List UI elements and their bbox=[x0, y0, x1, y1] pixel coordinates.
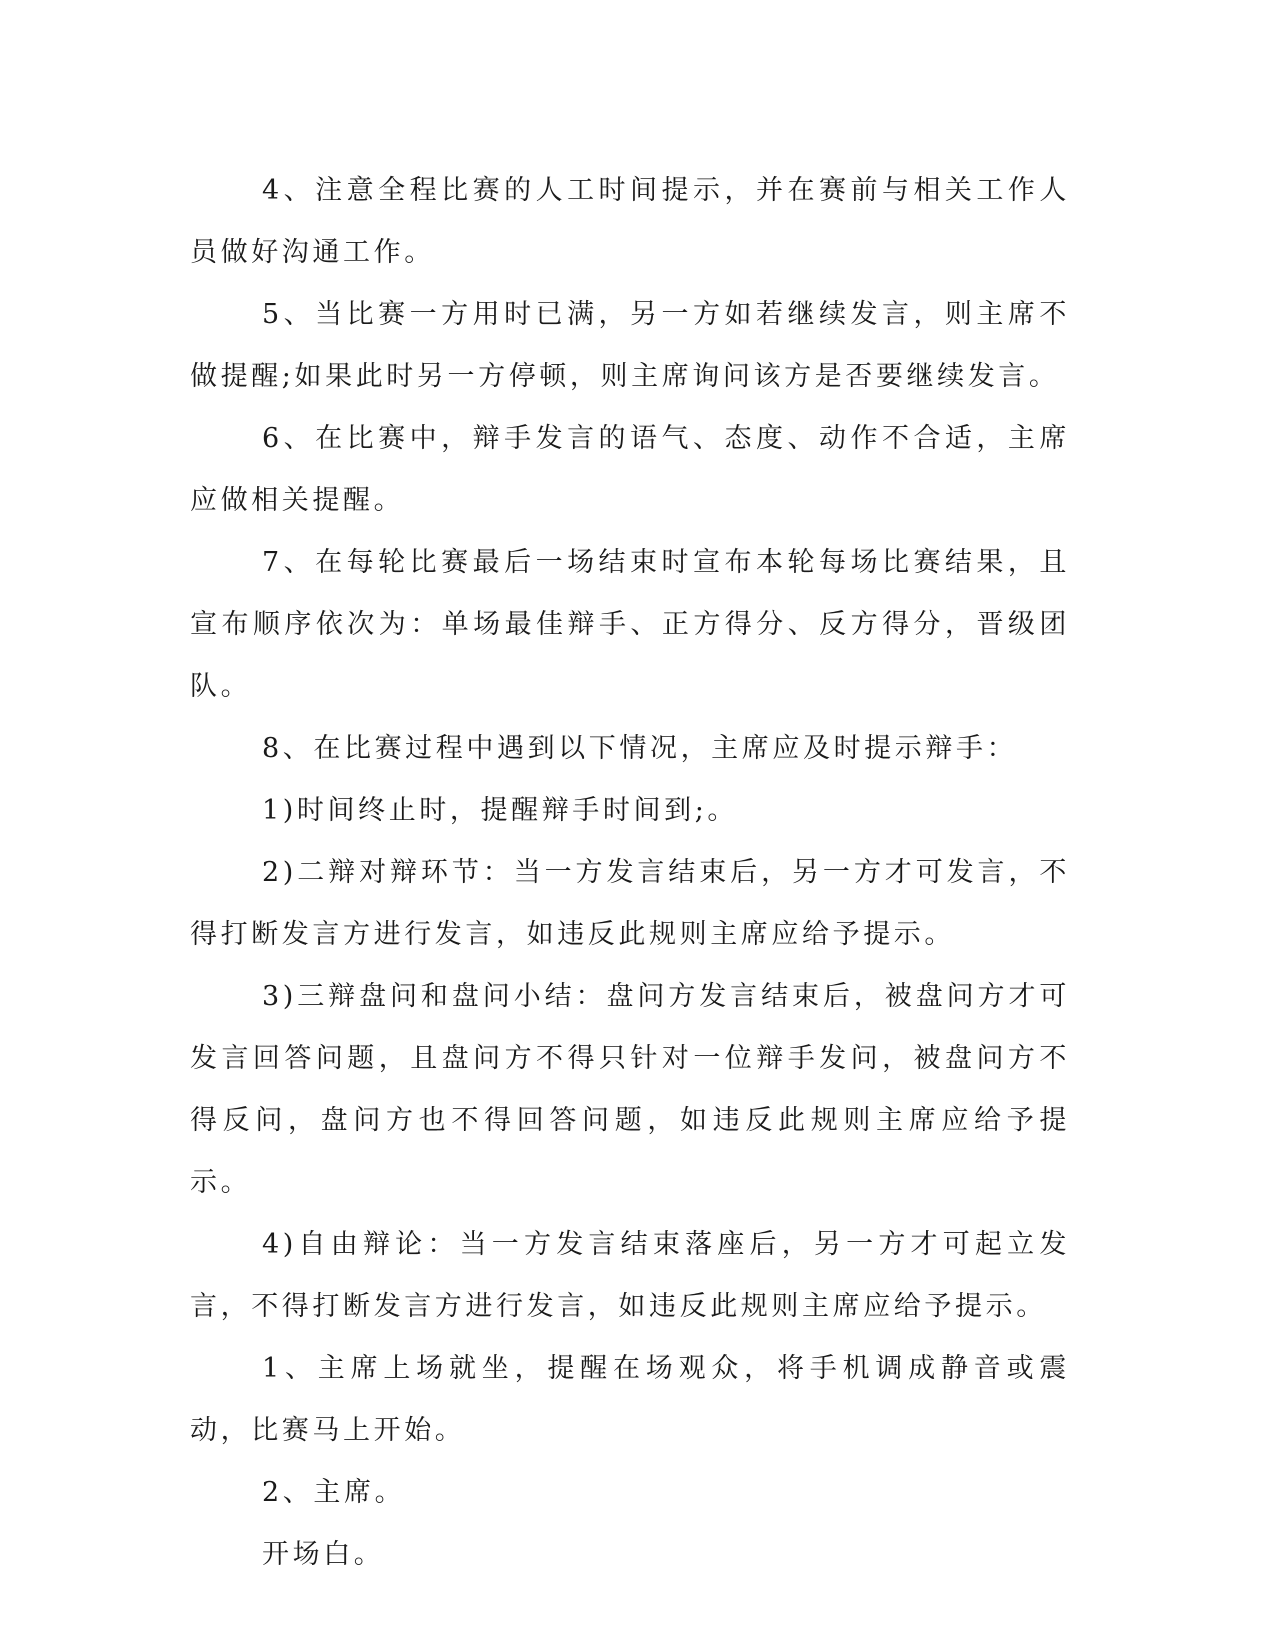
paragraph-subitem-4-free-debate: 4)自由辩论：当一方发言结束落座后，另一方才可起立发言，不得打断发言方进行发言，如违反此规则主席应给予提示。 bbox=[190, 1229, 1070, 1322]
paragraph-item-5-time-expired: 5、当比赛一方用时已满，另一方如若继续发言，则主席不做提醒;如果此时另一方停顿，则主席询问该方是否要继续发言。 bbox=[190, 299, 1070, 392]
paragraph-item-2-chair: 2、主席。 bbox=[262, 1477, 406, 1508]
document-body bbox=[190, 160, 1070, 1586]
paragraph-subitem-2-second-debaters: 2)二辩对辩环节：当一方发言结束后，另一方才可发言，不得打断发言方进行发言，如违反此规则主席应给予提示。 bbox=[190, 857, 1070, 950]
paragraph-item-7-results: 7、在每轮比赛最后一场结束时宣布本轮每场比赛结果，且宣布顺序依次为：单场最佳辩手、正方得分、反方得分，晋级团队。 bbox=[190, 547, 1070, 702]
paragraph-item-1-chair-seated: 1、主席上场就坐，提醒在场观众，将手机调成静音或震动，比赛马上开始。 bbox=[190, 1353, 1070, 1446]
paragraph-item-8-reminders: 8、在比赛过程中遇到以下情况，主席应及时提示辩手： bbox=[262, 733, 1018, 764]
paragraph-subitem-1-time-up: 1)时间终止时，提醒辩手时间到;。 bbox=[262, 795, 739, 826]
paragraph-subitem-3-cross-examination: 3)三辩盘问和盘问小结：盘问方发言结束后，被盘问方才可发言回答问题，且盘问方不得只针对一位辩手发问，被盘问方不得反问，盘问方也不得回答问题，如违反此规则主席应给予提示。 bbox=[190, 981, 1070, 1198]
paragraph-item-6-conduct: 6、在比赛中，辩手发言的语气、态度、动作不合适，主席应做相关提醒。 bbox=[190, 423, 1070, 516]
paragraph-opening-remarks: 开场白。 bbox=[262, 1539, 385, 1570]
paragraph-item-4-timekeeping: 4、注意全程比赛的人工时间提示，并在赛前与相关工作人员做好沟通工作。 bbox=[190, 175, 1070, 268]
